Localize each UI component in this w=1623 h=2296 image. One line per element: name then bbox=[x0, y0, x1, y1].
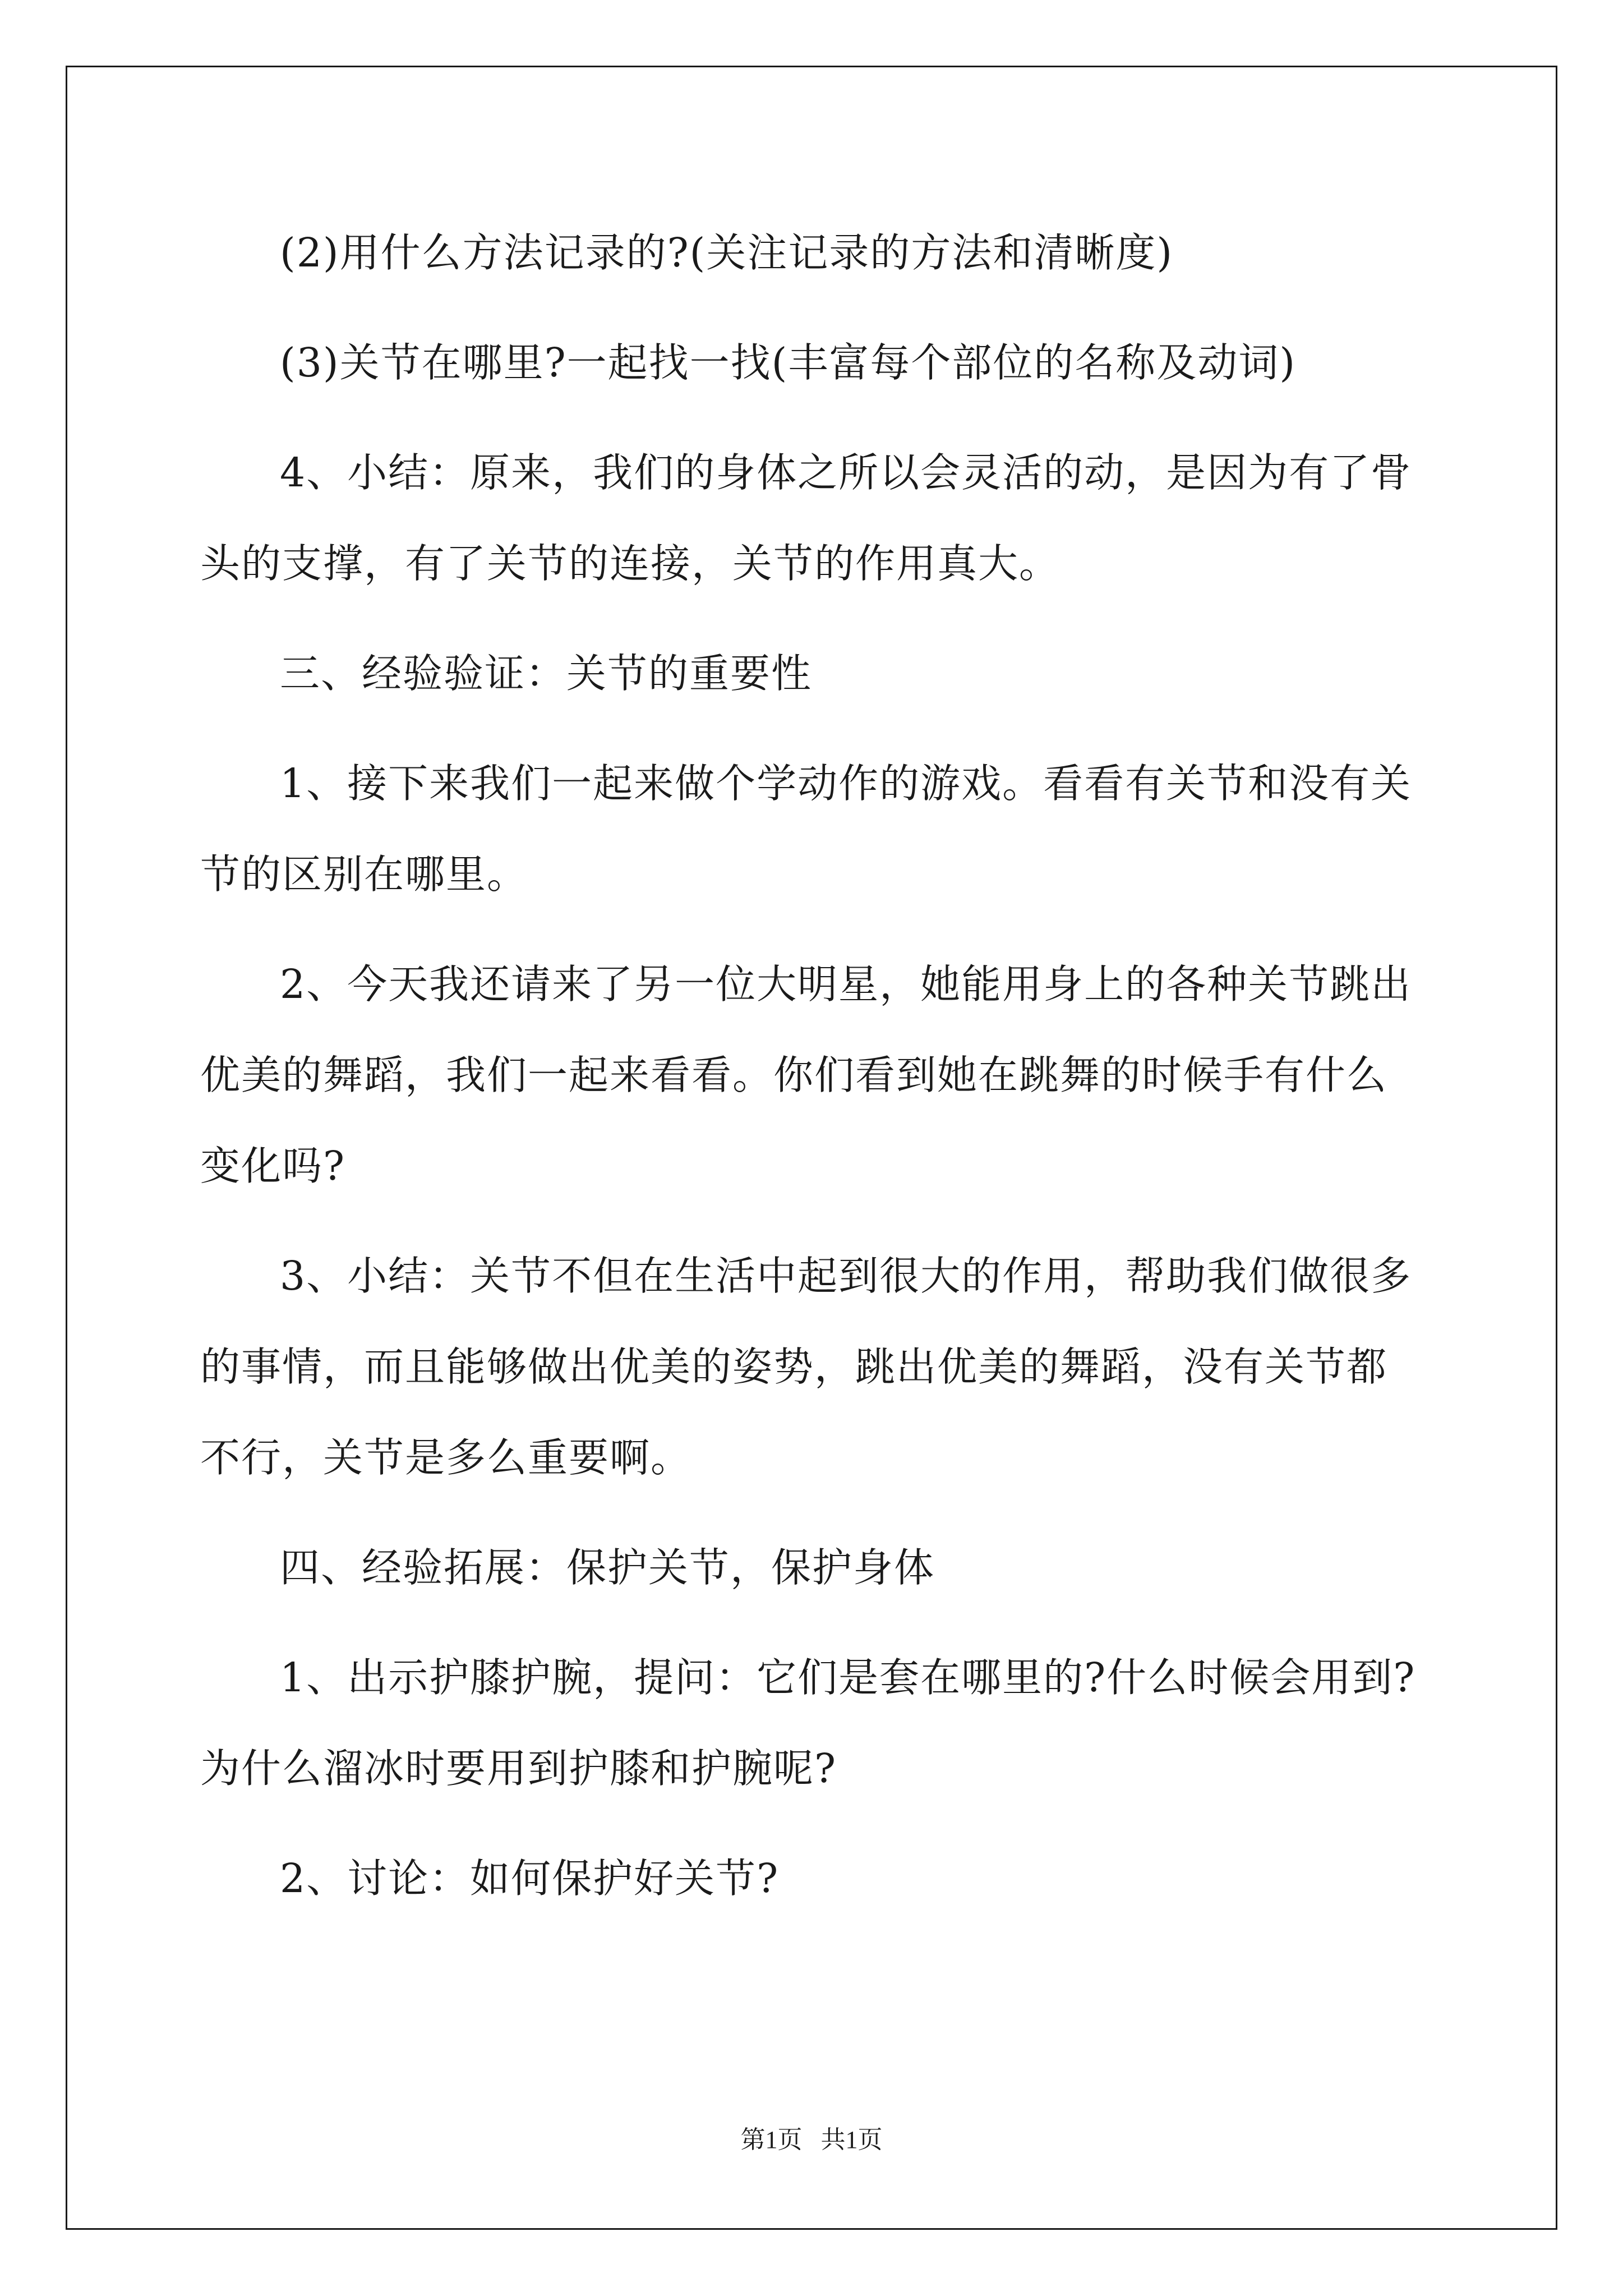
page-footer bbox=[0, 2119, 1623, 2155]
paragraph-game: 1、接下来我们一起来做个学动作的游戏。看看有关节和没有关节的区别在哪里。 bbox=[200, 760, 1412, 898]
section-heading-4: 四、经验拓展：保护关节，保护身体 bbox=[280, 1544, 935, 1591]
paragraph-summary-1: 4、小结：原来，我们的身体之所以会灵活的动，是因为有了骨头的支撑，有了关节的连接，关节的作用真大。 bbox=[200, 449, 1412, 587]
paragraph-summary-2: 3、小结：关节不但在生活中起到很大的作用，帮助我们做很多的事情，而且能够做出优美的姿势，跳出优美的舞蹈，没有关节都不行，关节是多么重要啊。 bbox=[200, 1253, 1412, 1481]
paragraph-joint-location: (3)关节在哪里?一起找一找(丰富每个部位的名称及动词) bbox=[280, 339, 1297, 386]
paragraph-record-method: (2)用什么方法记录的?(关注记录的方法和清晰度) bbox=[280, 229, 1174, 276]
page-total: 共1页 bbox=[820, 2126, 883, 2154]
page-number: 第1页 bbox=[740, 2126, 803, 2154]
section-heading-3: 三、经验验证：关节的重要性 bbox=[280, 650, 813, 697]
paragraph-discussion: 2、讨论：如何保护好关节? bbox=[280, 1855, 780, 1902]
paragraph-knee-pads: 1、出示护膝护腕，提问：它们是套在哪里的?什么时候会用到?为什么溜冰时要用到护膝和护腕呢? bbox=[200, 1654, 1416, 1792]
document-body bbox=[200, 208, 1423, 1943]
paragraph-dance: 2、今天我还请来了另一位大明星，她能用身上的各种关节跳出优美的舞蹈，我们一起来看看。你们看到她在跳舞的时候手有什么变化吗? bbox=[200, 961, 1412, 1189]
